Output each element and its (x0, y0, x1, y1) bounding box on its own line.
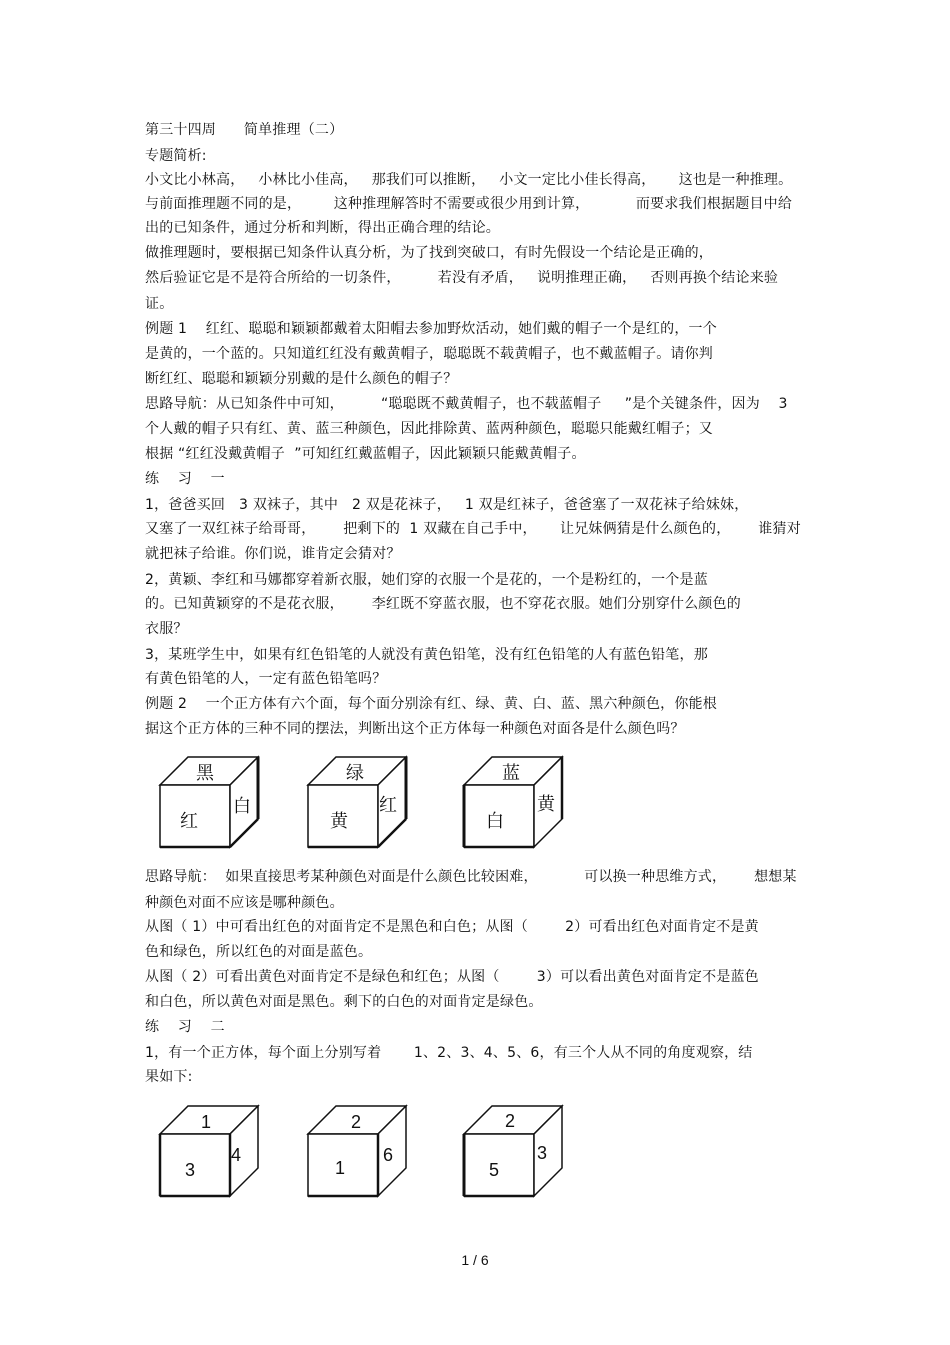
number-cubes-figure (155, 1104, 575, 1200)
color-cubes-figure (155, 755, 575, 851)
text-line: 2，黄颖、李红和马娜都穿着新衣服，她们穿的衣服一个是花的，一个是粉红的，一个是蓝 (145, 572, 708, 588)
cube-side-label: 3 (537, 1143, 548, 1163)
text-line: 例题 2 一个正方体有六个面，每个面分别涂有红、绿、黄、白、蓝、黑六种颜色，你能根 (145, 696, 717, 712)
text-line: 就把袜子给谁。你们说，谁肯定会猜对？ (145, 546, 401, 562)
cube-top-label: 1 (201, 1112, 212, 1132)
text-line: 和白色，所以黄色对面是黑色。剩下的白色的对面肯定是绿色。 (145, 994, 543, 1010)
cube-front-label: 白 (486, 811, 504, 832)
cube-front-label: 5 (489, 1160, 500, 1180)
text-line: 1，有一个正方体，每个面上分别写着 1、2、3、4、5、6，有三个人从不同的角度观察，结 (145, 1045, 753, 1061)
cube-front-label: 3 (185, 1160, 196, 1180)
section-heading: 练 习 一 (145, 471, 225, 487)
text-line: 做推理题时，要根据已知条件认真分析，为了找到突破口，有时先假设一个结论是正确的， (145, 245, 713, 261)
text-line: 第三十四周 简单推理（二） (145, 122, 344, 138)
cube-side-label: 4 (231, 1145, 242, 1165)
text-line: 小文比小林高， 小林比小佳高， 那我们可以推断， 小文一定比小佳长得高， 这也是一种推理。 (145, 172, 793, 188)
color-cube-3 (464, 757, 562, 847)
text-line: 色和绿色，所以红色的对面是蓝色。 (145, 944, 373, 960)
text-line: 的。已知黄颖穿的不是花衣服， 李红既不穿蓝衣服，也不穿花衣服。她们分别穿什么颜色的 (145, 596, 741, 612)
cube-top-label: 绿 (346, 763, 364, 784)
cube-front-label: 黄 (330, 811, 348, 832)
text-line: 专题简析: (145, 148, 207, 164)
text-line: 有黄色铅笔的人，一定有蓝色铅笔吗？ (145, 671, 387, 687)
text-line: 例题 1 红红、聪聪和颖颖都戴着太阳帽去参加野炊活动，她们戴的帽子一个是红的，一个 (145, 321, 717, 337)
number-cube-3 (464, 1106, 562, 1196)
text-line: 果如下: (145, 1069, 193, 1085)
text-line: 从图（ 2）可看出黄色对面肯定不是绿色和红色；从图（ 3）可以看出黄色对面肯定不是蓝色 (145, 969, 759, 985)
section-heading: 练 习 二 (145, 1019, 225, 1035)
text-line: 据这个正方体的三种不同的摆法，判断出这个正方体每一种颜色对面各是什么颜色吗？ (145, 721, 685, 737)
text-line: 1，爸爸买回 3 双袜子，其中 2 双是花袜子， 1 双是红袜子，爸爸塞了一双花袜子给妹妹， (145, 497, 749, 513)
color-cube-2 (308, 757, 406, 847)
cube-top-label: 黑 (196, 763, 214, 784)
text-line: 思路导航： 如果直接思考某种颜色对面是什么颜色比较困难， 可以换一种思维方式， 想想某 (145, 869, 797, 885)
cube-top-label: 2 (351, 1112, 362, 1132)
cube-side-label: 白 (233, 796, 251, 817)
cube-side-label: 红 (379, 795, 397, 816)
text-line: 与前面推理题不同的是， 这种推理解答时不需要或很少用到计算， 而要求我们根据题目中给 (145, 196, 793, 212)
cube-top-label: 蓝 (502, 763, 520, 784)
page-number: 1 / 6 (461, 1252, 489, 1268)
text-line: 衣服？ (145, 621, 188, 637)
cube-front-label: 1 (335, 1158, 346, 1178)
color-cubes-svg (155, 755, 575, 851)
text-line: 断红红、聪聪和颖颖分别戴的是什么颜色的帽子？ (145, 371, 458, 387)
number-cube-2 (308, 1106, 406, 1196)
cube-side-label: 6 (383, 1145, 394, 1165)
cube-side-label: 黄 (537, 794, 555, 815)
text-line: 个人戴的帽子只有红、黄、蓝三种颜色，因此排除黄、蓝两种颜色，聪聪只能戴红帽子；又 (145, 421, 713, 437)
cube-top-label: 2 (505, 1111, 516, 1131)
text-line: 是黄的，一个蓝的。只知道红红没有戴黄帽子，聪聪既不载黄帽子，也不戴蓝帽子。请你判 (145, 346, 713, 362)
text-line: 种颜色对面不应该是哪种颜色。 (145, 895, 344, 911)
text-line: 然后验证它是不是符合所给的一切条件， 若没有矛盾， 说明推理正确， 否则再换个结论来验 (145, 270, 779, 286)
text-line: 3，某班学生中，如果有红色铅笔的人就没有黄色铅笔，没有红色铅笔的人有蓝色铅笔，那 (145, 647, 708, 663)
text-line: 又塞了一双红袜子给哥哥， 把剩下的 1 双藏在自己手中， 让兄妹俩猜是什么颜色的， 谁猜对 (145, 521, 801, 537)
text-line: 根据 “红红没戴黄帽子 ”可知红红戴蓝帽子，因此颖颖只能戴黄帽子。 (145, 446, 586, 462)
text-line: 出的已知条件，通过分析和判断，得出正确合理的结论。 (145, 220, 500, 236)
color-cube-1 (160, 757, 258, 847)
text-line: 思路导航：从已知条件中可知， “聪聪既不戴黄帽子，也不载蓝帽子 ”是个关键条件，因为 3 (145, 396, 788, 412)
text-line: 证。 (145, 296, 174, 312)
number-cubes-svg (155, 1104, 575, 1200)
text-line: 从图（ 1）中可看出红色的对面肯定不是黑色和白色；从图（ 2）可看出红色对面肯定不是黄 (145, 919, 759, 935)
number-cube-1 (160, 1106, 258, 1196)
cube-front-label: 红 (180, 811, 198, 832)
